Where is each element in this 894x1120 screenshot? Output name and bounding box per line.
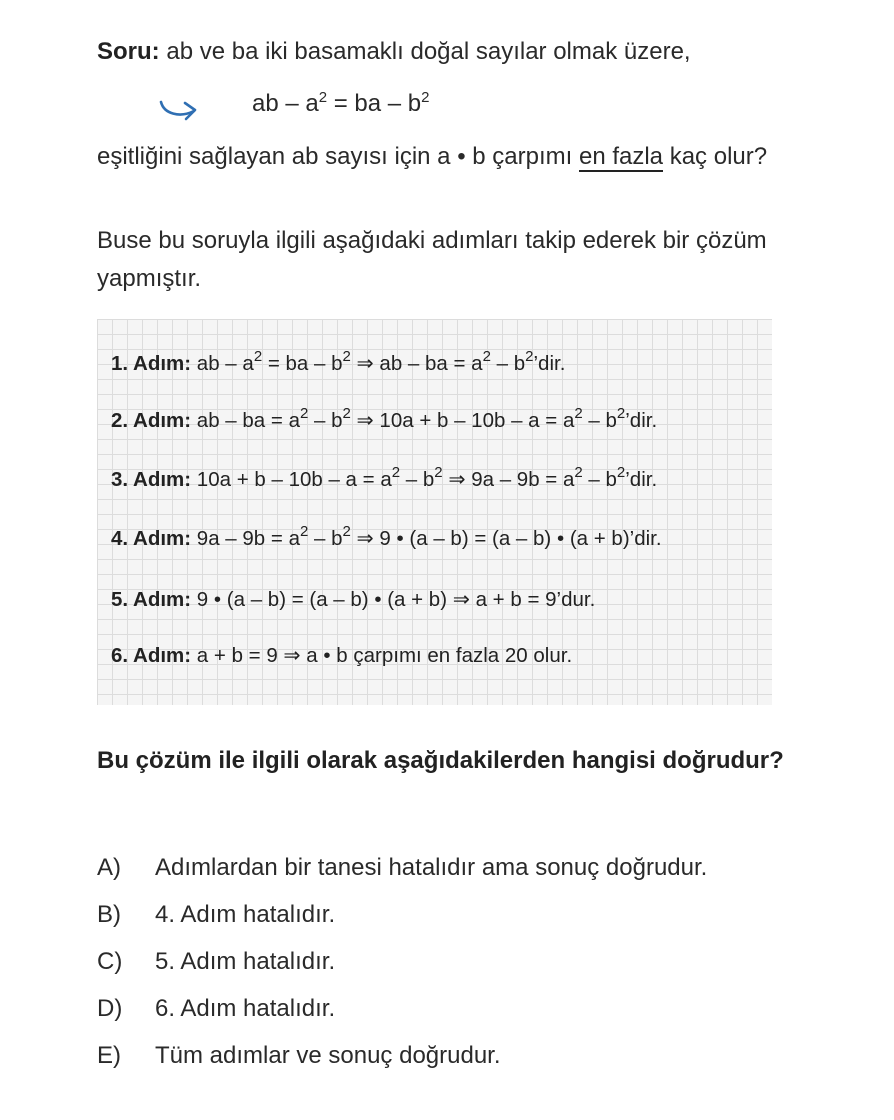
step-label: 3. Adım: [111, 468, 192, 491]
option-d[interactable] [97, 995, 335, 1023]
step-text: – b [582, 409, 617, 432]
step-exponent: 2 [574, 405, 583, 422]
step-text: ab – ba = a [191, 409, 300, 432]
step-text: – b [490, 352, 526, 375]
question-intro-text: ab ve ba iki basamaklı doğal sayılar olmak üzere, [159, 38, 691, 65]
option-letter: D) [97, 995, 123, 1022]
step-text: ’dir. [533, 352, 566, 375]
step-exponent: 2 [391, 464, 401, 481]
step-text: – b [400, 468, 435, 491]
option-text: 6. Adım hatalıdır. [155, 995, 336, 1022]
step-label: 1. Adım: [111, 352, 192, 375]
step-text: – b [308, 527, 343, 550]
solution-step-2 [111, 405, 658, 433]
option-e[interactable] [97, 1042, 501, 1070]
step-text: ⇒ 9a – 9b = a [442, 468, 575, 491]
option-c[interactable] [97, 948, 335, 976]
question-sentence [97, 138, 797, 176]
equation-rhs: = ba – b [327, 90, 422, 117]
underlined-phrase: en fazla [578, 143, 664, 170]
step-label: 4. Adım: [111, 527, 192, 550]
step-label: 5. Adım: [111, 588, 192, 611]
step-text: = ba – b [262, 352, 343, 375]
option-text: Tüm adımlar ve sonuç doğrudur. [155, 1042, 501, 1069]
step-exponent: 2 [525, 348, 534, 365]
solution-step-6 [111, 643, 572, 668]
step-text: ⇒ ab – ba = a [350, 352, 483, 375]
option-letter: A) [97, 854, 121, 881]
question-label: Soru: [97, 38, 160, 65]
step-exponent: 2 [482, 348, 491, 365]
step-text: ’dir. [625, 409, 658, 432]
step-text: – b [308, 409, 343, 432]
step-label: 2. Adım: [111, 409, 192, 432]
step-exponent: 2 [299, 405, 309, 422]
step-text: ab – a [191, 352, 254, 375]
step-exponent: 2 [616, 405, 626, 422]
step-text: ⇒ 10a + b – 10b – a = a [350, 409, 575, 432]
question-sentence-before: eşitliğini sağlayan ab sayısı için a • b çarpımı [97, 143, 579, 170]
step-text: ⇒ 9 • (a – b) = (a – b) • (a + b)’dir. [350, 527, 662, 550]
solution-intro: Buse bu soruyla ilgili aşağıdaki adımları takip ederek bir çözüm yapmıştır. [97, 227, 767, 292]
solution-step-3 [111, 464, 658, 492]
step-text: ’dir. [625, 468, 658, 491]
step-exponent: 2 [299, 523, 309, 540]
solution-step-1 [111, 348, 566, 376]
step-text: 9a – 9b = a [191, 527, 300, 550]
main-equation [252, 86, 430, 122]
option-b[interactable] [97, 901, 335, 929]
question-prompt: Bu çözüm ile ilgili olarak aşağıdakilerden hangisi doğrudur? [97, 747, 784, 774]
step-text: 10a + b – 10b – a = a [191, 468, 392, 491]
option-text: Adımlardan bir tanesi hatalıdır ama sonuç doğrudur. [155, 854, 708, 881]
solution-step-5 [111, 587, 595, 612]
step-exponent: 2 [342, 523, 351, 540]
equation-lhs: ab – a [252, 90, 319, 117]
step-exponent: 2 [616, 464, 626, 481]
option-text: 5. Adım hatalıdır. [155, 948, 336, 975]
hand-drawn-arrow-icon [158, 98, 202, 124]
step-exponent: 2 [342, 348, 351, 365]
solution-step-4 [111, 523, 662, 551]
step-text: 9 • (a – b) = (a – b) • (a + b) ⇒ a + b = 9’dur. [191, 588, 596, 611]
option-text: 4. Adım hatalıdır. [155, 901, 336, 928]
option-a[interactable] [97, 854, 707, 882]
equation-exp-1: 2 [318, 89, 328, 106]
question-intro [97, 34, 691, 70]
step-exponent: 2 [574, 464, 583, 481]
step-text: – b [582, 468, 617, 491]
equation-exp-2: 2 [421, 89, 430, 106]
solution-steps-grid [97, 319, 772, 705]
step-exponent: 2 [342, 405, 351, 422]
step-exponent: 2 [434, 464, 443, 481]
option-letter: E) [97, 1042, 121, 1069]
step-text: a + b = 9 ⇒ a • b çarpımı en fazla 20 olur. [191, 644, 573, 667]
step-label: 6. Adım: [111, 644, 192, 667]
option-letter: C) [97, 948, 123, 975]
question-sentence-after: kaç olur? [663, 143, 768, 170]
step-exponent: 2 [253, 348, 263, 365]
option-letter: B) [97, 901, 121, 928]
